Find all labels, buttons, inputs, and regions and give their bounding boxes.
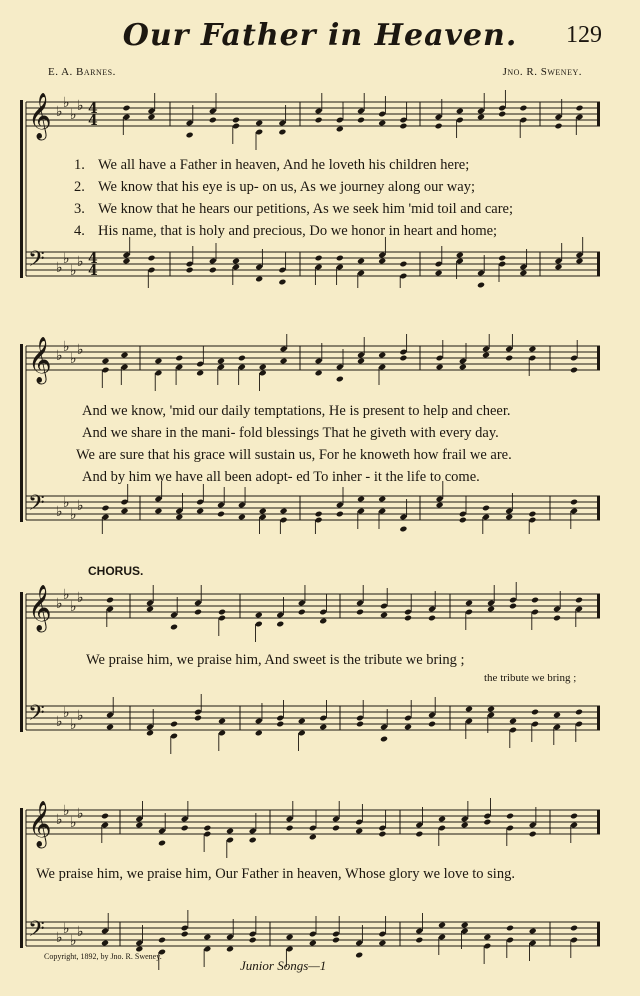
note-head [309,834,317,841]
flat-icon: ♭ [77,590,84,606]
flat-icon: ♭ [63,921,70,937]
note-head [399,526,407,533]
verse-text: We know that his eye is up- on us, As we journey along our way; [98,179,475,195]
note-head [380,612,388,619]
note-head [528,346,536,353]
verse-line [74,201,513,218]
system-bracket [20,100,23,278]
note-head [336,511,344,518]
flat-icon: ♭ [70,351,77,367]
note-head [380,736,388,743]
flat-icon: ♭ [56,714,63,730]
note-head [399,261,407,268]
verse-line [74,157,469,174]
note-head [255,120,263,127]
note-head [154,358,162,365]
note-head [255,612,263,619]
note-head [186,132,194,139]
note-head [336,255,344,262]
treble-clef-icon: 𝄞 [28,93,52,139]
verse-line [74,223,497,240]
note-head [438,922,446,929]
flat-icon: ♭ [63,339,70,355]
note-head [553,712,561,719]
note-head [186,267,194,274]
note-head [194,715,202,722]
note-head [378,496,386,503]
note-head [101,358,109,365]
composer-credit: Jno. R. Sweney. [502,66,582,78]
note-head [482,505,490,512]
time-signature: 4 [88,101,98,117]
note-head [226,946,234,953]
note-head [106,597,114,604]
note-head [298,609,306,616]
bass-staff [26,694,600,754]
note-head [435,123,443,130]
note-head [570,925,578,932]
flat-icon: ♭ [63,251,70,267]
verse-number: 1. [74,157,85,173]
note-head [181,931,189,938]
note-head [175,514,183,521]
note-head [278,129,286,136]
verse-line: And we share in the mani- fold blessings That he giveth with every day. [82,425,499,441]
flat-icon: ♭ [77,708,84,724]
book-signature: Junior Songs—1 [240,958,327,973]
note-head [286,825,294,832]
note-head [575,709,583,716]
note-head [315,255,323,262]
note-head [436,364,444,371]
flat-icon: ♭ [77,806,84,822]
note-head [428,615,436,622]
note-head [249,937,257,944]
note-head [276,721,284,728]
note-head [286,934,294,941]
note-head [170,721,178,728]
note-head [336,376,344,383]
verse-number: 2. [74,179,85,195]
note-head [280,508,288,515]
note-head [332,937,340,944]
note-head [135,822,143,829]
hymn-title: Our Father in Heaven. [122,18,518,53]
bass-clef-icon: 𝄢 [28,701,45,731]
note-head [356,609,364,616]
note-head [217,511,225,518]
chorus-echo-lyric: the tribute we bring ; [484,672,577,684]
note-head [357,258,365,265]
note-head [255,730,263,737]
system-bracket [20,592,23,732]
bass-staff [26,237,600,288]
flat-icon: ♭ [56,596,63,612]
note-head [378,940,386,947]
note-head [399,355,407,362]
note-head [378,258,386,265]
flat-icon: ♭ [63,803,70,819]
note-head [226,828,234,835]
treble-staff [26,334,600,391]
flat-icon: ♭ [70,263,77,279]
note-head [356,721,364,728]
note-head [477,114,485,121]
flat-icon: ♭ [70,599,77,615]
note-head [465,600,473,607]
note-head [487,706,495,713]
note-head [505,514,513,521]
note-head [477,282,485,288]
note-head [461,822,469,829]
flat-icon: ♭ [77,254,84,270]
note-head [315,511,323,518]
flat-icon: ♭ [77,342,84,358]
note-head [378,352,386,359]
note-head [146,730,154,737]
verse-number: 4. [74,223,85,239]
system-bracket [20,344,23,522]
note-head [529,928,537,935]
verse-line: And by him we have all been adopt- ed To inher - it the life to come. [82,469,480,485]
note-head [101,813,109,820]
flat-icon: ♭ [70,107,77,123]
note-head [506,925,514,932]
note-head [355,828,363,835]
flat-icon: ♭ [70,815,77,831]
note-head [415,831,423,838]
note-head [158,840,166,847]
note-head [498,255,506,262]
note-head [505,355,513,362]
note-head [498,111,506,118]
note-head [355,952,363,959]
note-head [404,724,412,731]
note-head [209,267,217,274]
note-head [218,609,226,616]
note-head [146,606,154,613]
note-head [255,276,263,283]
note-head [575,597,583,604]
note-head [217,358,225,365]
note-head [378,120,386,127]
flat-icon: ♭ [63,495,70,511]
note-head [147,255,155,262]
verse-line: And we know, 'mid our daily temptations, He is present to help and cheer. [82,403,511,419]
note-head [435,270,443,277]
flat-icon: ♭ [56,812,63,828]
treble-clef-icon: 𝄞 [28,801,52,847]
verse-line [74,179,475,196]
note-head [509,718,517,725]
time-signature: 4 [88,263,98,279]
note-head [101,505,109,512]
note-head [456,252,464,259]
note-head [249,837,257,844]
note-head [378,831,386,838]
copyright-notice: Copyright, 1892, by Jno. R. Sweney. [44,952,162,961]
note-head [519,105,527,112]
note-head [106,724,114,731]
flat-icon: ♭ [77,498,84,514]
note-head [170,624,178,631]
note-head [203,825,211,832]
note-head [194,609,202,616]
note-head [203,934,211,941]
note-head [218,718,226,725]
note-head [415,937,423,944]
note-head [232,117,240,124]
note-head [196,370,204,377]
note-head [482,352,490,359]
treble-clef-icon: 𝄞 [28,585,52,631]
note-head [154,508,162,515]
flat-icon: ♭ [56,104,63,120]
note-head [553,615,561,622]
note-head [570,499,578,506]
note-head [196,508,204,515]
note-head [278,279,286,286]
note-head [238,514,246,521]
note-head [259,364,267,371]
note-head [357,496,365,503]
flat-icon: ♭ [56,930,63,946]
note-head [209,117,217,124]
time-signature: 4 [88,251,98,267]
bass-staff [26,481,600,534]
bass-clef-icon: 𝄢 [28,917,45,947]
note-head [298,718,306,725]
note-head [336,126,344,133]
note-head [459,364,467,371]
note-head [259,508,267,515]
note-head [357,117,365,124]
note-head [332,825,340,832]
note-head [428,721,436,728]
note-head [575,105,583,112]
note-head [181,825,189,832]
treble-staff [26,798,600,858]
note-head [436,502,444,509]
verse-number: 3. [74,201,85,217]
chorus-label: CHORUS. [88,564,144,578]
treble-staff [26,582,600,642]
note-head [438,816,446,823]
note-head [309,940,317,947]
note-head [506,813,514,820]
note-head [575,258,583,265]
note-head [487,606,495,613]
verse-text: We know that he hears our petitions, As we seek him 'mid toil and care; [98,201,513,217]
flat-icon: ♭ [56,348,63,364]
flat-icon: ♭ [70,507,77,523]
system-bracket [20,808,23,948]
note-head [465,706,473,713]
note-head [175,355,183,362]
time-signature: 4 [88,113,98,129]
note-head [315,370,323,377]
note-head [528,511,536,518]
note-head [483,819,491,826]
note-head [319,618,327,625]
treble-staff [26,90,600,150]
flat-icon: ♭ [63,95,70,111]
chorus-lyric-line: We praise him, we praise him, Our Father in heaven, Whose glory we love to sing. [36,866,515,882]
note-head [483,934,491,941]
verse-text: His name, that is holy and precious, Do we honor in heart and home; [98,223,498,239]
note-head [238,355,246,362]
flat-icon: ♭ [56,260,63,276]
note-head [232,258,240,265]
note-head [315,117,323,124]
page-number: 129 [566,22,602,48]
verse-line: We are sure that his grace will sustain us, For he knoweth how frail we are. [76,447,512,463]
note-head [120,352,128,359]
flat-icon: ♭ [70,717,77,733]
note-head [122,258,130,265]
flat-icon: ♭ [63,705,70,721]
note-head [404,615,412,622]
bass-clef-icon: 𝄢 [28,247,45,277]
note-head [147,114,155,121]
flat-icon: ♭ [56,504,63,520]
note-head [519,270,527,277]
note-head [158,937,166,944]
note-head [399,123,407,130]
note-head [531,597,539,604]
note-head [570,367,578,374]
note-head [554,123,562,130]
flat-icon: ♭ [70,933,77,949]
note-head [531,709,539,716]
note-head [120,508,128,515]
bass-clef-icon: 𝄢 [28,491,45,521]
flat-icon: ♭ [77,98,84,114]
note-head [122,105,130,112]
flat-icon: ♭ [77,924,84,940]
note-head [101,940,109,947]
note-head [554,264,562,271]
lyricist-credit: E. A. Barnes. [48,66,116,78]
note-head [319,724,327,731]
chorus-lyric-line: We praise him, we praise him, And sweet is the tribute we bring ; [86,652,465,668]
note-head [529,831,537,838]
note-head [280,358,288,365]
treble-clef-icon: 𝄞 [28,337,52,383]
note-head [461,922,469,929]
flat-icon: ♭ [63,587,70,603]
verse-text: We all have a Father in heaven, And he loveth his children here; [98,157,470,173]
note-head [509,603,517,610]
note-head [456,108,464,115]
note-head [570,813,578,820]
note-head [459,517,467,524]
note-head [276,621,284,628]
note-head [357,358,365,365]
